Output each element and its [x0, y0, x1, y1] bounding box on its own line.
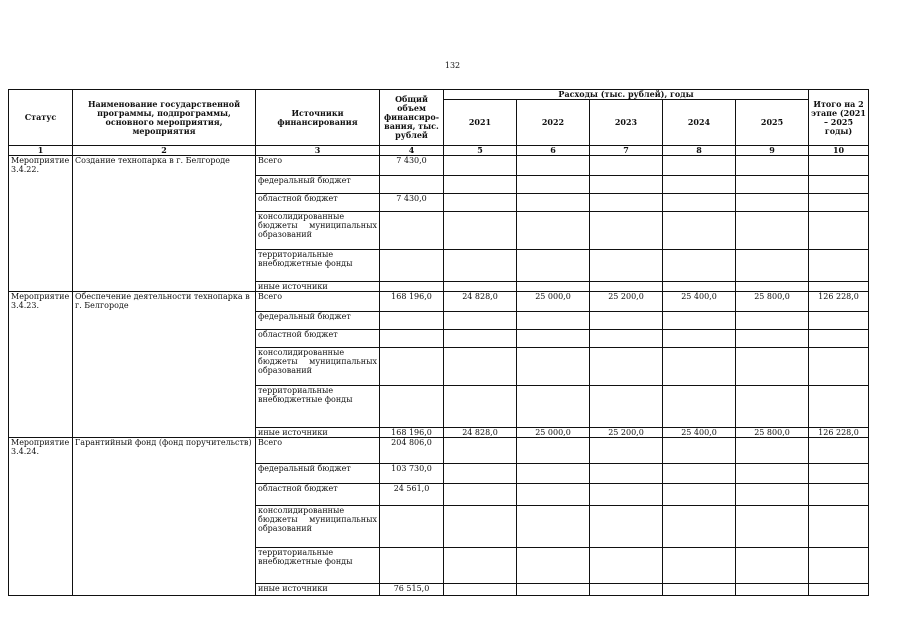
- year-value-cell: [736, 212, 809, 250]
- stage-total-cell: [809, 156, 869, 176]
- header-program-name: Наименование государственной программы, подпрограммы, основного мероприятия, мероприятия: [73, 90, 256, 146]
- stage-total-cell: [809, 176, 869, 194]
- header-year: 2021: [444, 100, 517, 146]
- year-value-cell: [736, 176, 809, 194]
- year-value-cell: [663, 330, 736, 348]
- column-number: 3: [256, 146, 380, 156]
- year-value-cell: [590, 584, 663, 596]
- year-value-cell: [736, 194, 809, 212]
- year-value-cell: [517, 438, 590, 464]
- year-value-cell: [517, 250, 590, 282]
- funding-source: [256, 386, 380, 428]
- year-value-cell: [517, 584, 590, 596]
- funding-source-label: Всего: [258, 438, 283, 447]
- total-volume-cell: [380, 548, 444, 584]
- year-value-cell: [517, 282, 590, 292]
- funding-source: [256, 584, 380, 596]
- year-value-cell: [736, 156, 809, 176]
- funding-source: [256, 428, 380, 438]
- year-value-cell: [517, 548, 590, 584]
- table-header: [9, 90, 869, 156]
- year-value-cell: [663, 194, 736, 212]
- stage-total-cell: [809, 386, 869, 428]
- year-value-cell: [590, 194, 663, 212]
- column-number: 7: [590, 146, 663, 156]
- column-number: 4: [380, 146, 444, 156]
- total-volume-cell: 103 730,0: [380, 464, 444, 484]
- funding-source-label: областной бюджет: [258, 484, 338, 493]
- year-value-cell: [590, 312, 663, 330]
- header-year: 2023: [590, 100, 663, 146]
- header-year: 2022: [517, 100, 590, 146]
- year-value-cell: [444, 348, 517, 386]
- column-number: 9: [736, 146, 809, 156]
- stage-total-cell: [809, 484, 869, 506]
- year-value-cell: [736, 484, 809, 506]
- funding-source: [256, 348, 380, 386]
- year-value-cell: [663, 438, 736, 464]
- stage-total-cell: [809, 312, 869, 330]
- total-volume-cell: 24 561,0: [380, 484, 444, 506]
- header-year: 2024: [663, 100, 736, 146]
- year-value-cell: [517, 506, 590, 548]
- stage-total-cell: 126 228,0: [809, 428, 869, 438]
- year-value-cell: [590, 348, 663, 386]
- header-sources: Источники финансирования: [256, 90, 380, 146]
- year-value-cell: 25 200,0: [590, 428, 663, 438]
- year-value-cell: [590, 330, 663, 348]
- year-value-cell: [590, 484, 663, 506]
- funding-source: [256, 156, 380, 176]
- year-value-cell: 25 000,0: [517, 428, 590, 438]
- funding-source-label: иные источники: [258, 584, 328, 593]
- year-value-cell: [663, 584, 736, 596]
- funding-source-label: консолидированные бюджеты муниципальных образований: [258, 506, 377, 533]
- funding-source-label: федеральный бюджет: [258, 464, 351, 473]
- measure-status: Мероприятие 3.4.24.: [9, 438, 73, 596]
- total-volume-cell: [380, 282, 444, 292]
- year-value-cell: [736, 348, 809, 386]
- year-value-cell: [736, 250, 809, 282]
- year-value-cell: [444, 506, 517, 548]
- funding-source: [256, 464, 380, 484]
- funding-source-label: областной бюджет: [258, 330, 338, 339]
- year-value-cell: [517, 312, 590, 330]
- year-value-cell: [663, 312, 736, 330]
- funding-source: [256, 548, 380, 584]
- year-value-cell: [590, 176, 663, 194]
- total-volume-cell: [380, 348, 444, 386]
- year-value-cell: [444, 484, 517, 506]
- funding-source-label: Всего: [258, 292, 283, 301]
- funding-source-label: консолидированные бюджеты муниципальных образований: [258, 348, 377, 375]
- header-status: Статус: [9, 90, 73, 146]
- year-value-cell: [736, 464, 809, 484]
- column-number: 10: [809, 146, 869, 156]
- measure-name: Гарантийный фонд (фонд поручительств): [73, 438, 256, 596]
- year-value-cell: [663, 348, 736, 386]
- measure-name: Обеспечение деятельности технопарка в г. Белгороде: [73, 292, 256, 438]
- stage-total-cell: [809, 464, 869, 484]
- year-value-cell: 25 800,0: [736, 428, 809, 438]
- stage-total-cell: 126 228,0: [809, 292, 869, 312]
- stage-total-cell: [809, 194, 869, 212]
- total-volume-cell: 7 430,0: [380, 194, 444, 212]
- measure-name: Создание технопарка в г. Белгороде: [73, 156, 256, 292]
- funding-source: [256, 330, 380, 348]
- year-value-cell: [517, 464, 590, 484]
- column-number-row: [9, 146, 869, 156]
- total-volume-cell: [380, 330, 444, 348]
- year-value-cell: [663, 386, 736, 428]
- year-value-cell: [590, 464, 663, 484]
- year-value-cell: [736, 438, 809, 464]
- funding-source: [256, 484, 380, 506]
- year-value-cell: [590, 386, 663, 428]
- funding-source-label: консолидированные бюджеты муниципальных образований: [258, 212, 377, 239]
- funding-source: [256, 250, 380, 282]
- budget-table: [8, 89, 869, 596]
- year-value-cell: [663, 506, 736, 548]
- stage-total-cell: [809, 282, 869, 292]
- measure-status: Мероприятие 3.4.22.: [9, 156, 73, 292]
- total-volume-cell: 204 806,0: [380, 438, 444, 464]
- year-value-cell: [517, 176, 590, 194]
- year-value-cell: [444, 176, 517, 194]
- year-value-cell: [444, 438, 517, 464]
- funding-source-label: федеральный бюджет: [258, 312, 351, 321]
- year-value-cell: [663, 464, 736, 484]
- year-value-cell: [590, 250, 663, 282]
- column-number: 1: [9, 146, 73, 156]
- year-value-cell: [736, 282, 809, 292]
- year-value-cell: [736, 506, 809, 548]
- total-volume-cell: 7 430,0: [380, 156, 444, 176]
- total-volume-cell: [380, 250, 444, 282]
- year-value-cell: [444, 282, 517, 292]
- year-value-cell: [444, 156, 517, 176]
- funding-source-label: иные источники: [258, 428, 328, 437]
- stage-total-cell: [809, 250, 869, 282]
- stage-total-cell: [809, 438, 869, 464]
- funding-source: [256, 282, 380, 292]
- year-value-cell: [590, 282, 663, 292]
- total-volume-cell: [380, 212, 444, 250]
- year-value-cell: [517, 156, 590, 176]
- year-value-cell: [444, 548, 517, 584]
- stage-total-cell: [809, 548, 869, 584]
- funding-source-label: Всего: [258, 156, 283, 165]
- year-value-cell: [444, 250, 517, 282]
- funding-source-label: территориальные внебюджетные фонды: [258, 386, 353, 404]
- year-value-cell: [517, 348, 590, 386]
- year-value-cell: [736, 548, 809, 584]
- funding-source: [256, 212, 380, 250]
- year-value-cell: [663, 548, 736, 584]
- year-value-cell: [590, 548, 663, 584]
- funding-source-label: федеральный бюджет: [258, 176, 351, 185]
- table-row: [9, 292, 869, 312]
- total-volume-cell: 168 196,0: [380, 292, 444, 312]
- year-value-cell: [444, 312, 517, 330]
- funding-source-label: территориальные внебюджетные фонды: [258, 250, 353, 268]
- year-value-cell: [736, 584, 809, 596]
- year-value-cell: [444, 330, 517, 348]
- total-volume-cell: [380, 506, 444, 548]
- year-value-cell: [663, 176, 736, 194]
- table-row: [9, 156, 869, 176]
- year-value-cell: [590, 212, 663, 250]
- year-value-cell: [663, 484, 736, 506]
- column-number: 6: [517, 146, 590, 156]
- header-total-volume: Общий объем финансиро-вания, тыс. рублей: [380, 90, 444, 146]
- year-value-cell: [444, 212, 517, 250]
- year-value-cell: [444, 194, 517, 212]
- total-volume-cell: [380, 176, 444, 194]
- year-value-cell: [517, 330, 590, 348]
- year-value-cell: [663, 282, 736, 292]
- year-value-cell: [444, 584, 517, 596]
- total-volume-cell: [380, 312, 444, 330]
- year-value-cell: [663, 250, 736, 282]
- year-value-cell: [736, 312, 809, 330]
- column-number: 2: [73, 146, 256, 156]
- total-volume-cell: 168 196,0: [380, 428, 444, 438]
- header-expenses-group: Расходы (тыс. рублей), годы: [444, 90, 809, 100]
- year-value-cell: [517, 212, 590, 250]
- funding-source: [256, 176, 380, 194]
- funding-source-label: иные источники: [258, 282, 328, 291]
- stage-total-cell: [809, 584, 869, 596]
- header-stage-total: Итого на 2 этапе (2021 – 2025 годы): [809, 90, 869, 146]
- year-value-cell: [736, 330, 809, 348]
- total-volume-cell: 76 515,0: [380, 584, 444, 596]
- stage-total-cell: [809, 506, 869, 548]
- funding-source-label: областной бюджет: [258, 194, 338, 203]
- year-value-cell: [444, 464, 517, 484]
- year-value-cell: 24 828,0: [444, 292, 517, 312]
- page-number: 132: [444, 61, 461, 70]
- year-value-cell: 25 800,0: [736, 292, 809, 312]
- year-value-cell: 25 200,0: [590, 292, 663, 312]
- funding-source: [256, 292, 380, 312]
- column-number: 5: [444, 146, 517, 156]
- header-year: 2025: [736, 100, 809, 146]
- year-value-cell: [444, 386, 517, 428]
- funding-source-label: территориальные внебюджетные фонды: [258, 548, 353, 566]
- table-body: [9, 156, 869, 596]
- year-value-cell: [590, 506, 663, 548]
- year-value-cell: [517, 194, 590, 212]
- year-value-cell: [590, 438, 663, 464]
- funding-source: [256, 506, 380, 548]
- measure-status: Мероприятие 3.4.23.: [9, 292, 73, 438]
- funding-source: [256, 312, 380, 330]
- year-value-cell: 25 400,0: [663, 292, 736, 312]
- year-value-cell: [663, 156, 736, 176]
- year-value-cell: 25 000,0: [517, 292, 590, 312]
- year-value-cell: [663, 212, 736, 250]
- year-value-cell: [736, 386, 809, 428]
- stage-total-cell: [809, 212, 869, 250]
- year-value-cell: [517, 484, 590, 506]
- year-value-cell: [517, 386, 590, 428]
- column-number: 8: [663, 146, 736, 156]
- stage-total-cell: [809, 348, 869, 386]
- table-row: [9, 438, 869, 464]
- year-value-cell: [590, 156, 663, 176]
- funding-source: [256, 438, 380, 464]
- year-value-cell: 24 828,0: [444, 428, 517, 438]
- total-volume-cell: [380, 386, 444, 428]
- stage-total-cell: [809, 330, 869, 348]
- year-value-cell: 25 400,0: [663, 428, 736, 438]
- funding-source: [256, 194, 380, 212]
